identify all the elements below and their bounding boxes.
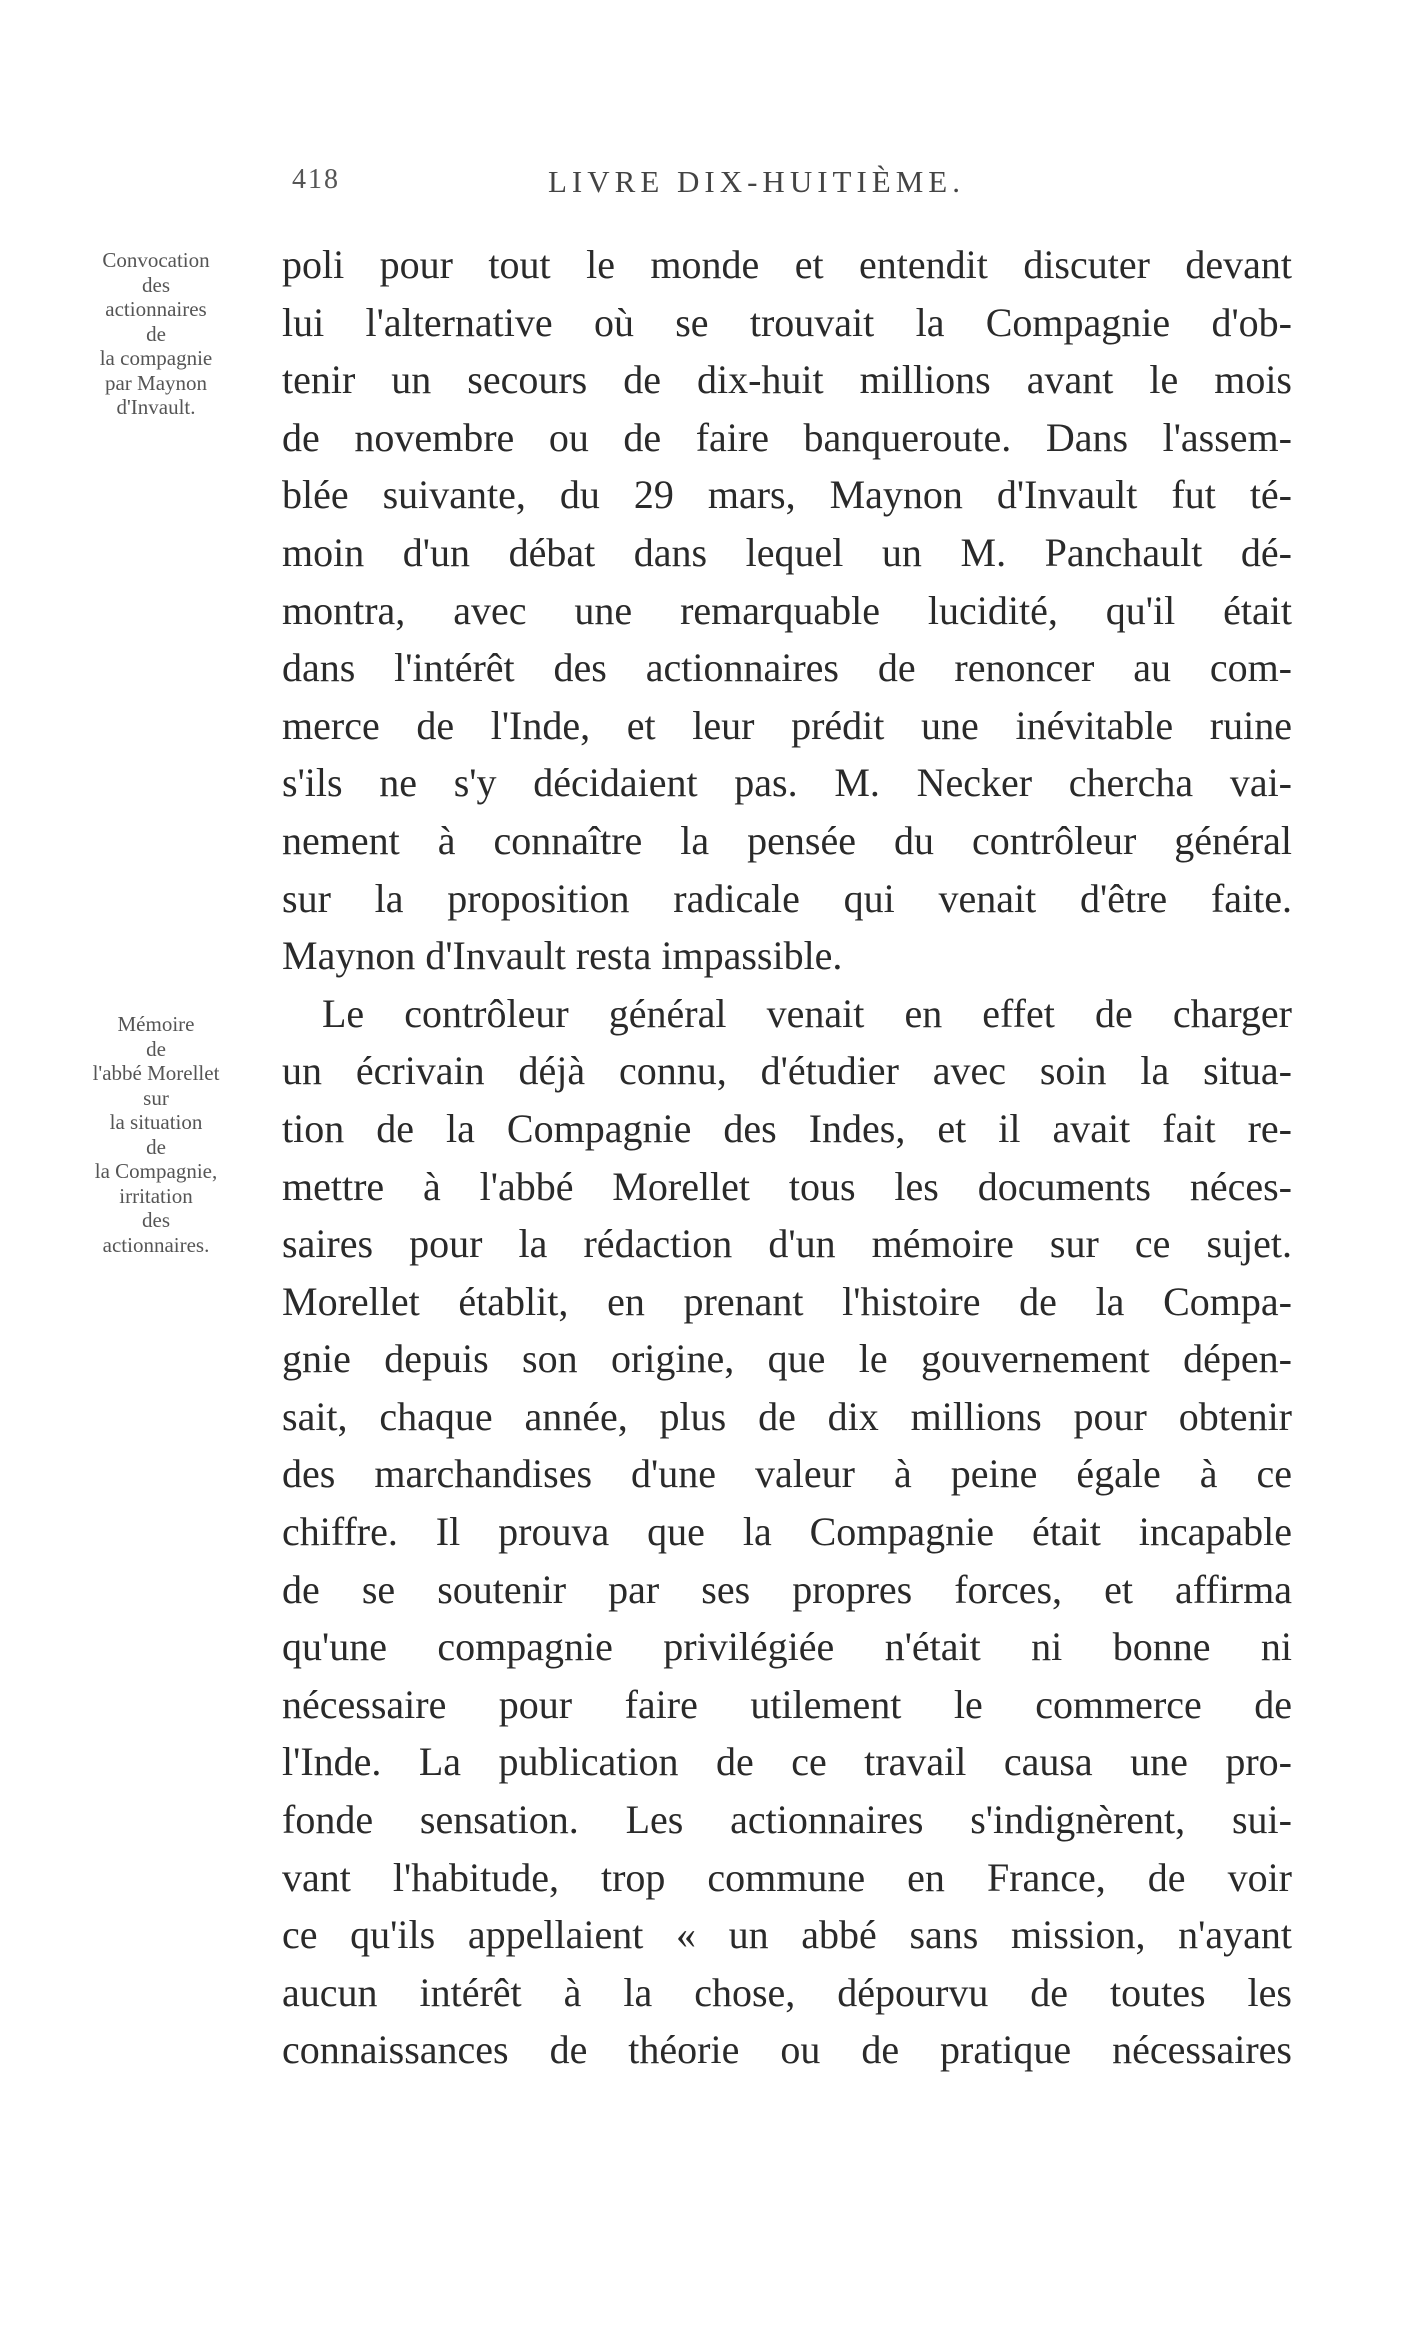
text-line: connaissances de théorie ou de pratique nécessaires xyxy=(282,2027,1292,2073)
text-line: merce de l'Inde, et leur prédit une inévitable ruine xyxy=(282,702,1292,748)
margin-note-line: irritation xyxy=(119,1183,193,1208)
text-line: dans l'intérêt des actionnaires de renoncer au com- xyxy=(282,645,1292,691)
text-line: nécessaire pour faire utilement le commerce de xyxy=(282,1681,1292,1727)
running-title: LIVRE DIX-HUITIÈME. xyxy=(548,164,965,199)
margin-note-line: la situation xyxy=(109,1110,203,1134)
text-line: l'Inde. La publication de ce travail causa une pro- xyxy=(282,1739,1292,1785)
text-line: gnie depuis son origine, que le gouvernement dépen- xyxy=(282,1336,1292,1382)
text-line: de novembre ou de faire banqueroute. Dans l'assem- xyxy=(282,414,1292,460)
margin-note-line: de xyxy=(146,1134,166,1159)
text-line: Morellet établit, en prenant l'histoire de la Compa- xyxy=(282,1278,1292,1324)
text-line: chiffre. Il prouva que la Compagnie était incapable xyxy=(282,1509,1292,1555)
text-line: aucun intérêt à la chose, dépourvu de toutes les xyxy=(282,1969,1292,2015)
page-header xyxy=(0,160,1413,210)
margin-note-line: des xyxy=(142,272,170,297)
margin-note-line: d'Invault. xyxy=(116,395,196,419)
text-line: lui l'alternative où se trouvait la Compagnie d'ob- xyxy=(282,299,1292,345)
text-line: sur la proposition radicale qui venait d'être faite. xyxy=(282,875,1292,921)
page-number: 418 xyxy=(292,164,340,195)
text-line: poli pour tout le monde et entendit discuter devant xyxy=(282,242,1292,287)
text-line: de se soutenir par ses propres forces, et affirma xyxy=(282,1566,1292,1612)
margin-note-line: actionnaires xyxy=(105,297,207,321)
margin-note-line: Convocation xyxy=(102,248,210,272)
margin-note-line: des xyxy=(142,1208,170,1232)
text-line: fonde sensation. Les actionnaires s'indignèrent, sui- xyxy=(282,1797,1292,1843)
margin-note-line: l'abbé Morellet xyxy=(92,1061,220,1085)
margin-note-line: Mémoire xyxy=(117,1012,195,1036)
text-line: blée suivante, du 29 mars, Maynon d'Invault fut té- xyxy=(282,472,1292,518)
margin-note-convocation xyxy=(40,248,272,420)
text-line: tenir un secours de dix-huit millions avant le mois xyxy=(282,357,1292,403)
text-line: montra, avec une remarquable lucidité, qu'il était xyxy=(282,587,1292,633)
margin-note-line: par Maynon xyxy=(104,370,208,395)
margin-note-line: de xyxy=(146,321,166,346)
margin-note-line: de xyxy=(146,1036,166,1061)
text-line: sait, chaque année, plus de dix millions pour obtenir xyxy=(282,1393,1292,1439)
text-line: nement à connaître la pensée du contrôleur général xyxy=(282,817,1292,863)
text-line: tion de la Compagnie des Indes, et il avait fait re- xyxy=(282,1105,1292,1151)
body-text xyxy=(282,236,1292,2079)
text-line: saires pour la rédaction d'un mémoire sur ce sujet. xyxy=(282,1221,1292,1267)
text-line: ce qu'ils appellaient « un abbé sans mission, n'ayant xyxy=(282,1912,1292,1958)
text-line: mettre à l'abbé Morellet tous les documents néces- xyxy=(282,1163,1292,1209)
margin-note-line: sur xyxy=(143,1085,169,1110)
text-line: des marchandises d'une valeur à peine égale à ce xyxy=(282,1451,1292,1497)
text-line: qu'une compagnie privilégiée n'était ni bonne ni xyxy=(282,1624,1292,1670)
margin-note-memoire xyxy=(40,1012,272,1257)
text-line: moin d'un débat dans lequel un M. Panchault dé- xyxy=(282,529,1292,575)
text-line: s'ils ne s'y décidaient pas. M. Necker chercha vai- xyxy=(282,760,1292,806)
text-line: vant l'habitude, trop commune en France, de voir xyxy=(282,1854,1292,1900)
text-line: Le contrôleur général venait en effet de charger xyxy=(322,990,1292,1036)
margin-note-line: la Compagnie, xyxy=(94,1159,218,1183)
margin-note-line: actionnaires. xyxy=(102,1232,210,1257)
text-line: un écrivain déjà connu, d'étudier avec soin la situa- xyxy=(282,1048,1292,1094)
text-line: Maynon d'Invault resta impassible. xyxy=(282,933,843,979)
margin-note-line: la compagnie xyxy=(99,346,213,370)
